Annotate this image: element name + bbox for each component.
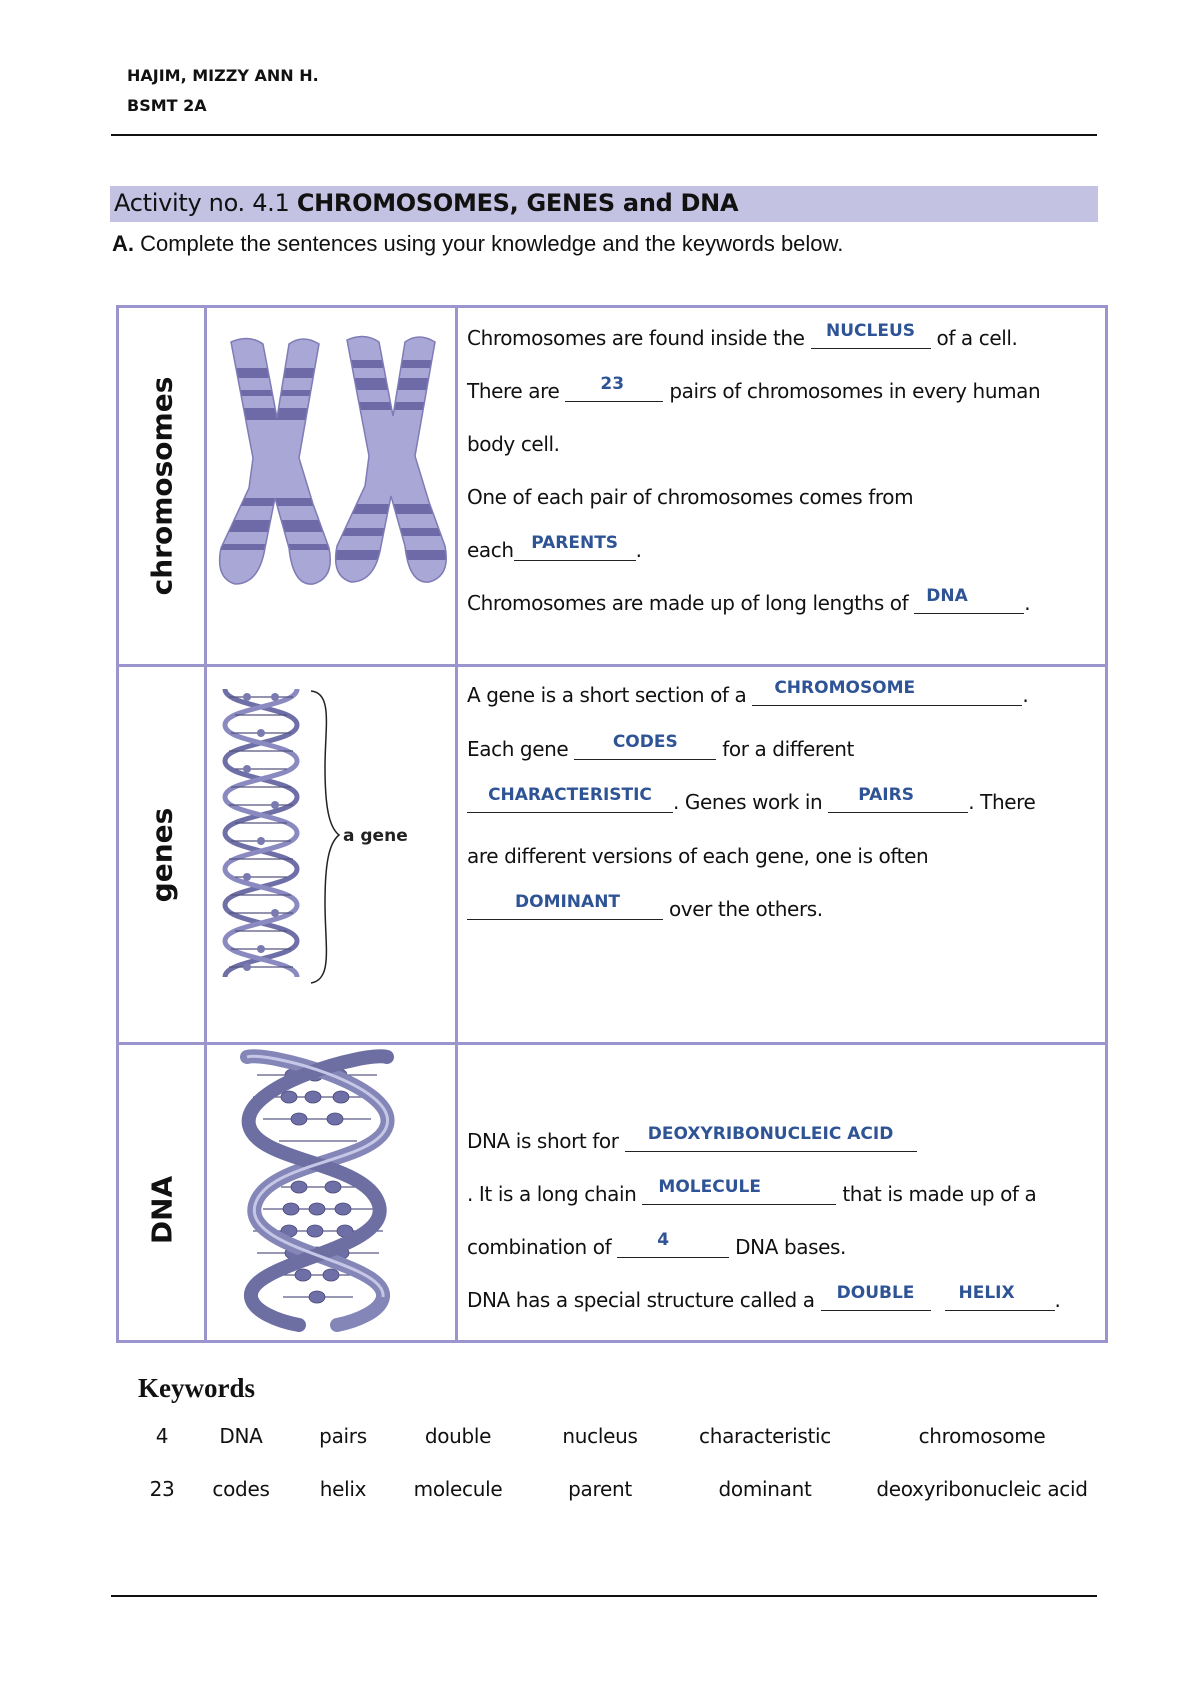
text-fragment: A gene is a short section of a [467, 683, 753, 707]
sentence-dna-bases [467, 1221, 1105, 1274]
blank-pairs[interactable] [828, 786, 968, 813]
blank-deoxyribonucleic[interactable] [625, 1125, 917, 1152]
text-fragment: Each gene [467, 736, 575, 761]
label-cell-chromosomes [118, 307, 206, 666]
answer-characteristic: CHARACTERISTIC [488, 785, 652, 805]
chromosome-illustration [207, 308, 455, 658]
blank-molecule[interactable] [642, 1178, 836, 1205]
sentence-body-cell: body cell. [467, 432, 560, 456]
sentence-pair-origin: One of each pair of chromosomes comes from [467, 485, 914, 509]
instruction-letter: A. [112, 231, 134, 256]
image-cell-dna [206, 1044, 457, 1342]
dna-sentences [458, 1045, 1105, 1327]
keyword: 4 [155, 1423, 169, 1448]
instruction [112, 231, 843, 257]
gene-caption: a gene [343, 826, 408, 846]
text-fragment: over the others. [663, 897, 823, 921]
sentence-gene-codes [467, 723, 1105, 777]
sentence-gene-section [467, 669, 1105, 723]
row-dna [118, 1044, 1107, 1342]
text-fragment: combination of [467, 1235, 618, 1259]
footer-divider [111, 1595, 1097, 1597]
blank-helix[interactable] [945, 1284, 1055, 1311]
text-fragment: for a different [716, 736, 854, 761]
answer-molecule: MOLECULE [658, 1177, 761, 1197]
text-fragment: There are [467, 379, 566, 403]
blank-23[interactable] [565, 375, 663, 402]
dna-double-helix-illustration [207, 1045, 455, 1335]
answer-dna: DNA [926, 586, 968, 606]
label-cell-genes [118, 666, 206, 1044]
blank-chromosome[interactable] [752, 679, 1022, 706]
keyword: dominant [718, 1476, 812, 1501]
keyword: molecule [413, 1476, 503, 1501]
sentence-gene-versions: are different versions of each gene, one is often [467, 843, 929, 868]
text-fragment: DNA has a special structure called a [467, 1288, 821, 1312]
sentence-dna-short [467, 1115, 1105, 1168]
blank-codes[interactable] [574, 733, 716, 760]
keyword: 23 [149, 1476, 175, 1501]
activity-topic: CHROMOSOMES, GENES and DNA [296, 189, 739, 217]
blank-dna[interactable] [914, 587, 1024, 614]
keywords-table [140, 1409, 1106, 1515]
keyword: double [424, 1423, 492, 1448]
image-cell-genes [206, 666, 457, 1044]
answer-nucleus: NUCLEUS [826, 321, 916, 341]
blank-double[interactable] [821, 1284, 931, 1311]
answer-codes: CODES [612, 731, 678, 752]
sentence-dominant [467, 883, 1105, 937]
row-label-genes: genes [145, 807, 178, 902]
text-fragment: DNA bases. [729, 1235, 847, 1259]
sentence-characteristic [467, 776, 1105, 830]
answer-chromosome: CHROMOSOME [774, 678, 916, 698]
keyword: pairs [319, 1423, 367, 1448]
blank-nucleus[interactable] [811, 322, 931, 349]
text-fragment: Chromosomes are made up of long lengths of [467, 591, 915, 615]
keywords-row-2 [140, 1462, 1106, 1515]
text-fragment: . [1024, 591, 1031, 615]
keyword: codes [212, 1476, 270, 1501]
row-genes [118, 666, 1107, 1044]
gene-helix-illustration [207, 667, 455, 1037]
worksheet-table [116, 305, 1108, 1343]
answer-23: 23 [600, 374, 625, 394]
keyword: nucleus [562, 1423, 638, 1448]
keyword: deoxyribonucleic acid [876, 1476, 1088, 1501]
text-fragment: . [1022, 683, 1029, 707]
text-fragment: of a cell. [930, 326, 1018, 350]
image-cell-chromosomes [206, 307, 457, 666]
keyword: characteristic [699, 1423, 831, 1448]
text-fragment: that is made up of a [836, 1182, 1037, 1206]
text-fragment: pairs of chromosomes in every human [663, 379, 1041, 403]
sentence-dna-chain [467, 1168, 1105, 1221]
chromosomes-sentences [458, 308, 1105, 630]
blank-4[interactable] [617, 1231, 729, 1258]
sentence-parents [467, 524, 1105, 577]
sentence-chromosome-pairs [467, 365, 1105, 418]
row-label-chromosomes: chromosomes [145, 376, 178, 596]
text-fragment: . [1054, 1288, 1061, 1312]
sentence-dna-structure [467, 1274, 1105, 1327]
blank-dominant[interactable] [467, 893, 663, 920]
text-fragment: DNA is short for [467, 1129, 625, 1153]
header-divider [111, 134, 1097, 136]
text-fragment: . There [968, 790, 1036, 814]
blank-characteristic[interactable] [467, 786, 673, 813]
student-name: HAJIM, MIZZY ANN H. [127, 66, 319, 85]
keyword: chromosome [918, 1423, 1046, 1448]
blank-parents[interactable] [514, 534, 636, 561]
answer-parents: PARENTS [531, 533, 619, 553]
sentence-dna-lengths [467, 577, 1105, 630]
answer-4: 4 [657, 1230, 670, 1250]
text-fragment: . It is a long chain [467, 1182, 643, 1206]
label-cell-dna [118, 1044, 206, 1342]
text-fragment: . Genes work in [673, 790, 829, 814]
keyword: DNA [219, 1423, 263, 1448]
text-fragment: each [467, 538, 514, 562]
student-section: BSMT 2A [127, 96, 207, 115]
sentence-chromosome-location [467, 312, 1105, 365]
genes-sentences [458, 667, 1105, 937]
keywords-title: Keywords [138, 1373, 255, 1403]
row-label-dna: DNA [145, 1176, 178, 1245]
answer-double: DOUBLE [836, 1283, 915, 1303]
activity-title [114, 189, 738, 217]
text-cell-genes [457, 666, 1107, 1044]
keyword: helix [319, 1476, 367, 1501]
keyword: parent [568, 1476, 632, 1501]
answer-deoxyribonucleic: DEOXYRIBONUCLEIC ACID [647, 1124, 894, 1144]
text-cell-chromosomes [457, 307, 1107, 666]
row-chromosomes [118, 307, 1107, 666]
activity-number: Activity no. 4.1 [114, 189, 290, 217]
answer-dominant: DOMINANT [515, 892, 621, 912]
text-fragment: . [635, 538, 642, 562]
keywords-row-1 [140, 1409, 1106, 1462]
answer-helix: HELIX [958, 1283, 1015, 1303]
text-fragment: Chromosomes are found inside the [467, 326, 811, 350]
answer-pairs: PAIRS [858, 785, 914, 805]
instruction-text: Complete the sentences using your knowledge and the keywords below. [134, 231, 844, 256]
text-cell-dna [457, 1044, 1107, 1342]
